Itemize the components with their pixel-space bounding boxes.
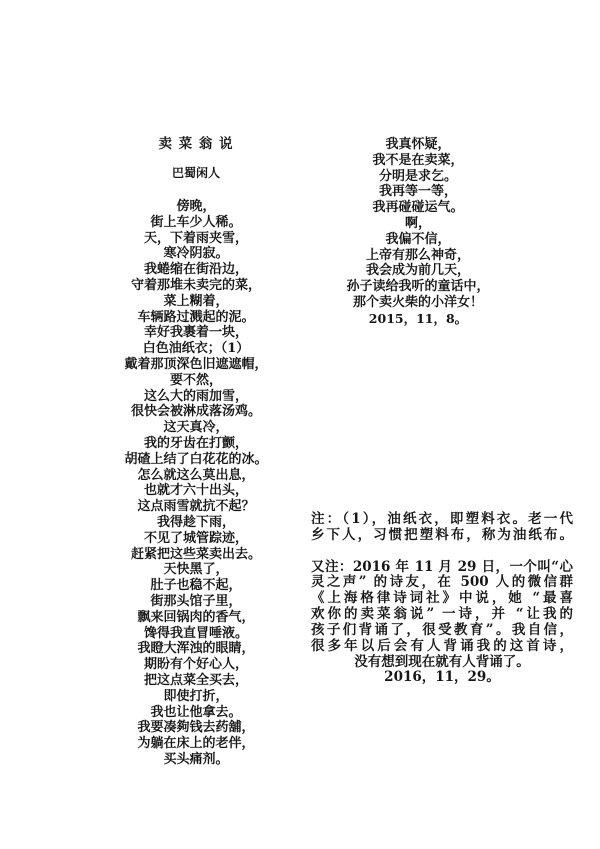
- poem-line: 菜上糊着，: [163, 293, 229, 309]
- poem-line: 天快黑了，: [163, 562, 229, 578]
- poem-line: 天，下着雨夹雪，: [143, 230, 248, 246]
- poem-title: 卖 菜 翁 说: [158, 136, 234, 152]
- poem-line: 傍晚，: [176, 199, 216, 214]
- note-line: 很多年以后会有人背诵我的这首诗，: [311, 637, 573, 654]
- poem-stanza-2: [330, 137, 506, 311]
- poem-line: 戴着那顶深色旧遮遮帽，: [124, 356, 268, 372]
- poem-line: 幸好我裹着一块，: [143, 325, 248, 341]
- note-line: 灵之声” 的诗友，在 500 人的微信群: [311, 574, 573, 591]
- poem-line: 为躺在床上的老伴，: [137, 736, 255, 752]
- poem-line: 我也让他拿去。: [150, 704, 242, 720]
- poem-line: 期盼有个好心人，: [143, 657, 248, 673]
- note-line: 《上海格律诗词社》中说，她 “最喜: [311, 590, 573, 607]
- note-date-2016: 2016，11，29。: [384, 669, 500, 686]
- poem-line: 买头痛剂。: [163, 751, 229, 767]
- poem-line: 馋得我直冒唾液。: [143, 625, 248, 641]
- poem-line: 分明是求乞。: [378, 168, 457, 184]
- poem-line: 我瞪大浑浊的眼睛，: [137, 641, 255, 657]
- poem-line: 这天真冷，: [163, 420, 229, 436]
- poem-line: 我不是在卖菜，: [372, 152, 464, 168]
- poem-line: 赶紧把这些菜卖出去。: [130, 546, 261, 562]
- poem-line: 我真怀疑，: [385, 137, 451, 152]
- poem-line: 我再碰碰运气。: [372, 200, 464, 216]
- poem-line: 我蜷缩在街沿边，: [143, 262, 248, 278]
- poem-line: 也就才六十出头，: [143, 483, 248, 499]
- poem-line: 寒冷阴寂。: [163, 246, 229, 262]
- poem-date-2015: 2015，11，8。: [368, 310, 468, 326]
- poem-line: 即使打折，: [163, 688, 229, 704]
- note-2-closing-line: 没有想到现在就有人背诵了。: [354, 653, 530, 670]
- note-line: 欢你的卖菜翁说” 一诗，并 “让我的: [311, 606, 573, 623]
- note-line: 又注：2016 年 11 月 29 日，一个叫“心: [311, 558, 573, 575]
- poem-line: 我要凑夠钱去药舖，: [137, 720, 255, 736]
- poem-line: 这么大的雨加雪，: [143, 388, 248, 404]
- poem-line: 肚子也稳不起，: [150, 578, 242, 594]
- poem-line: 我的牙齿在打颤，: [143, 435, 248, 451]
- poem-line: 胡碴上结了白花花的冰。: [124, 451, 268, 467]
- poem-line: 我再等一等，: [378, 184, 457, 200]
- poem-line: 啊，: [404, 215, 431, 231]
- poem-line: 街那头馆子里，: [150, 593, 242, 609]
- poem-line: 要不然，: [169, 372, 222, 388]
- poem-line: 这点雨雪就抗不起？: [137, 499, 255, 515]
- poem-line: 那个卖火柴的小洋女！: [352, 294, 483, 310]
- poem-line: 孙子读给我听的童话中，: [346, 279, 490, 295]
- notes-spacer: [311, 544, 573, 560]
- note-line: 注：（1），油纸衣，即塑料衣。老一代: [311, 511, 573, 527]
- notes-block: [311, 512, 573, 686]
- note-line: 孩子们背诵了，很受教育”。我自信，: [311, 621, 573, 638]
- poem-line: 街上车少人稀。: [150, 214, 242, 230]
- note-1: [311, 512, 573, 544]
- poem-line: 上帝有那么神奇，: [365, 247, 470, 263]
- poem-line: 我会成为前几天，: [365, 263, 470, 279]
- note-line: 乡下人，习惯把塑料布，称为油纸布。: [311, 526, 573, 543]
- note-2: [311, 560, 573, 655]
- poem-author: 巴蜀闲人: [171, 166, 220, 180]
- poem-line: 很快会被淋成落汤鸡。: [130, 404, 261, 420]
- poem-line: 怎么就这么莫出息，: [137, 467, 255, 483]
- poem-line: 我偏不信，: [385, 231, 451, 247]
- poem-line: 飘来回锅肉的香气，: [137, 609, 255, 625]
- poem-line: 把这点菜全买去，: [143, 672, 248, 688]
- poem-line: 白色油纸衣；（1）: [142, 341, 250, 357]
- poem-line: 不见了城管踪迹，: [143, 530, 248, 546]
- poem-line: 车辆路过溅起的泥。: [137, 309, 255, 325]
- poem-line: 我得趁下雨，: [156, 514, 235, 530]
- poem-line: 守着那堆未卖完的菜，: [130, 277, 261, 293]
- poem-column-right: [330, 137, 506, 327]
